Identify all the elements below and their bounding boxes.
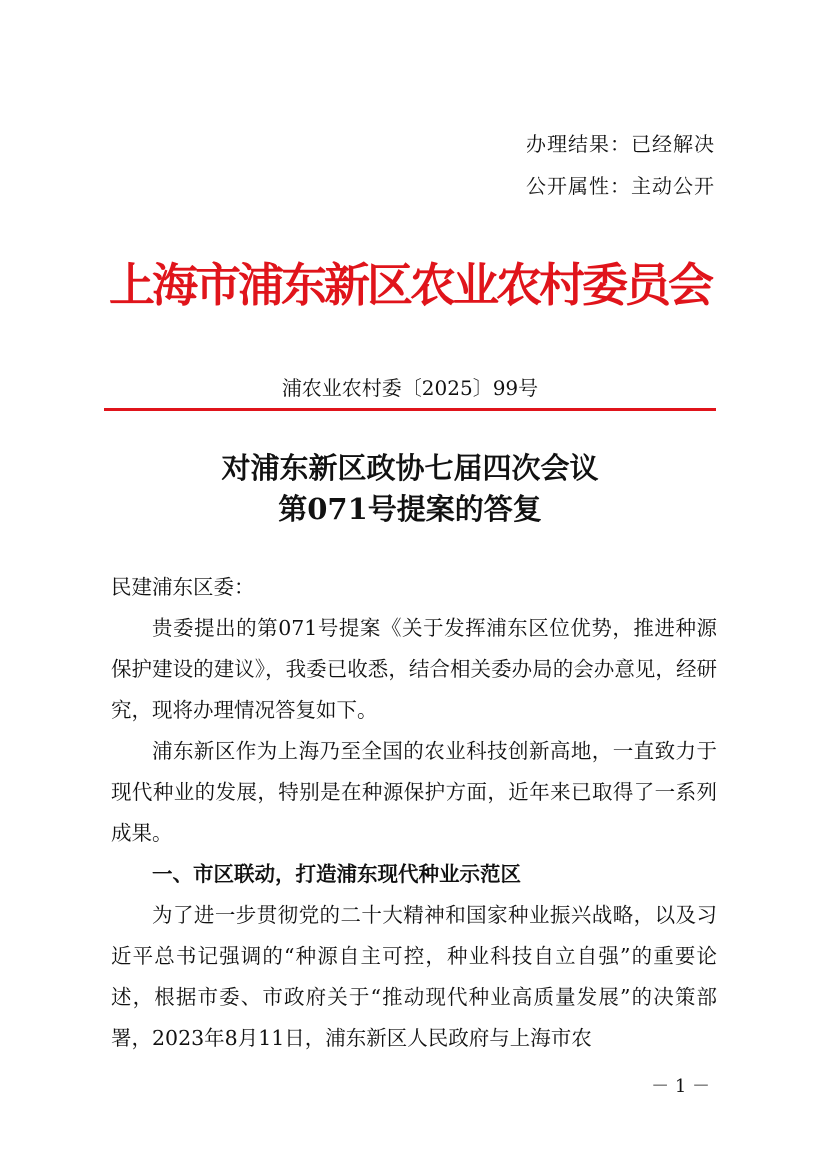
page-number: － 1 － bbox=[651, 1076, 710, 1097]
reply-title-line-2: 第071号提案的答复 bbox=[278, 492, 542, 526]
red-separator-rule bbox=[104, 408, 716, 411]
handling-result: 办理结果：已经解决 bbox=[526, 132, 715, 156]
reply-title bbox=[104, 448, 716, 530]
reply-title-line-1: 对浦东新区政协七届四次会议 bbox=[221, 451, 599, 485]
paragraph-1: 贵委提出的第071号提案《关于发挥浦东区位优势，推进种源保护建设的建议》，我委已收悉，结合相关委办局的会办意见，经研究，现将办理情况答复如下。 bbox=[111, 616, 717, 722]
section-heading-1: 一、市区联动，打造浦东现代种业示范区 bbox=[152, 862, 521, 886]
publicity-attribute: 公开属性：主动公开 bbox=[526, 174, 715, 198]
issuing-organization-title: 上海市浦东新区农业农村委员会 bbox=[109, 258, 711, 312]
paragraph-3: 为了进一步贯彻党的二十大精神和国家种业振兴战略，以及习近平总书记强调的“种源自主可控，种业科技自立自强”的重要论述，根据市委、市政府关于“推动现代种业高质量发展”的决策部署，2023年8月11日，浦东新区人民政府与上海市农 bbox=[111, 903, 717, 1050]
document-body bbox=[111, 567, 717, 1059]
document-number: 浦农业农村委〔2025〕99号 bbox=[281, 376, 539, 400]
salutation: 民建浦东区委： bbox=[111, 575, 255, 599]
paragraph-2: 浦东新区作为上海乃至全国的农业科技创新高地，一直致力于现代种业的发展，特别是在种源保护方面，近年来已取得了一系列成果。 bbox=[111, 739, 717, 845]
